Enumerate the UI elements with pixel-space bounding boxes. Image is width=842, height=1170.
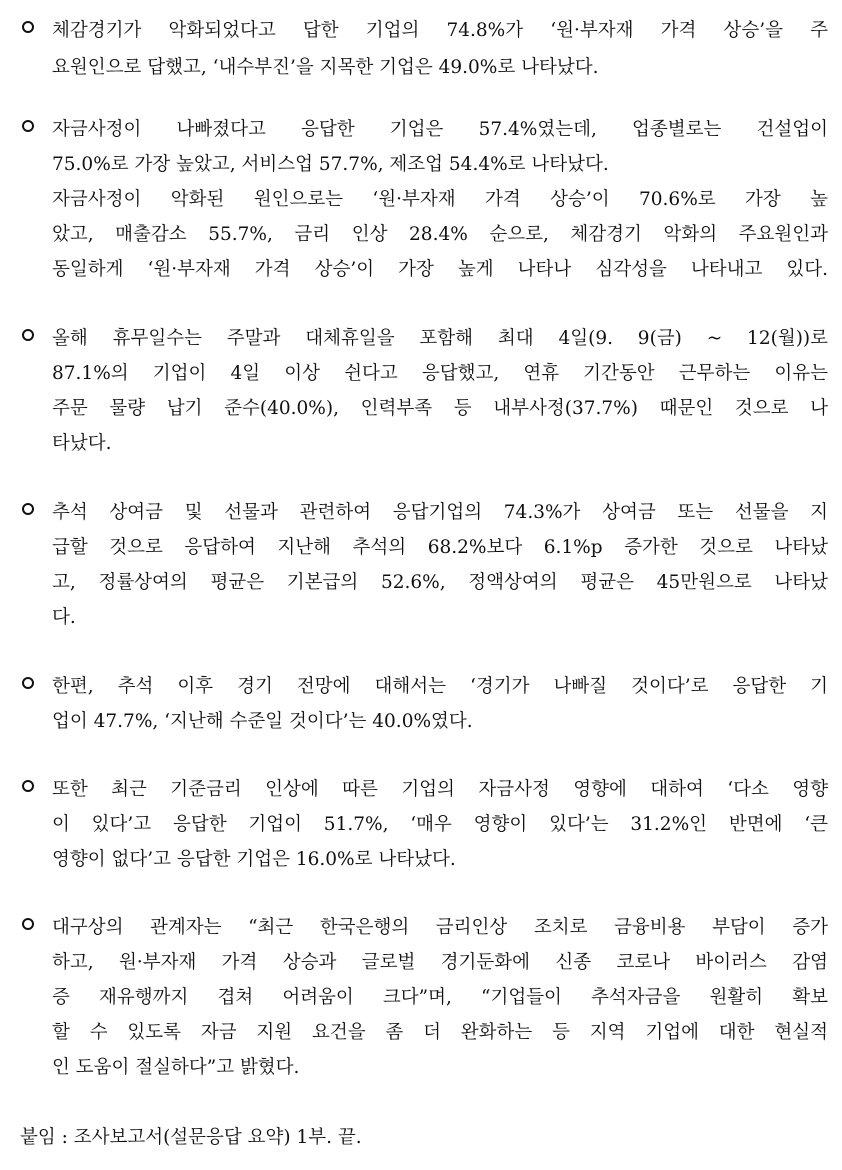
paragraph-line: 인 도움이 절실하다”고 밝혔다.: [52, 1057, 300, 1078]
paragraph-line: 았고, 매출감소 55.7%, 금리 인상 28.4% 순으로, 체감경기 악화의 주요원인과: [52, 224, 828, 245]
circle-bullet-icon: [22, 503, 34, 515]
paragraph-line: 업이 47.7%, ‘지난해 수준일 것이다’는 40.0%였다.: [52, 711, 473, 732]
paragraph-line: 요원인으로 답했고, ‘내수부진’을 지목한 기업은 49.0%로 나타났다.: [52, 57, 599, 78]
circle-bullet-icon: [22, 918, 34, 930]
paragraph-line: 75.0%로 가장 높았고, 서비스업 57.7%, 제조업 54.4%로 나타났다.: [52, 154, 609, 175]
paragraph-line: 타났다.: [52, 433, 112, 454]
circle-bullet-icon: [22, 21, 34, 33]
paragraph-line: 증 재유행까지 겹쳐 어려움이 크다”며, “기업들이 추석자금을 원활히 확보: [52, 987, 828, 1008]
paragraph-line: 한편, 추석 이후 경기 전망에 대해서는 ‘경기가 나빠질 것이다’로 응답한 기: [52, 676, 828, 697]
paragraph-line: 영향이 없다’고 응답한 기업은 16.0%로 나타났다.: [52, 849, 456, 870]
paragraph-line: 또한 최근 기준금리 인상에 따른 기업의 자금사정 영향에 대하여 ‘다소 영향: [52, 779, 828, 800]
paragraph-line: 동일하게 ‘원·부자재 가격 상승’이 가장 높게 나타나 심각성을 나타내고 있다.: [52, 259, 828, 280]
paragraph-line: 자금사정이 악화된 원인으로는 ‘원·부자재 가격 상승’이 70.6%로 가장 높: [52, 189, 828, 210]
paragraph-line: 이 있다’고 응답한 기업이 51.7%, ‘매우 영향이 있다’는 31.2%인 반면에 ‘큰: [52, 814, 828, 835]
paragraph-line: 할 수 있도록 자금 지원 요건을 좀 더 완화하는 등 지역 기업에 대한 현실적: [52, 1022, 828, 1043]
paragraph-line: 87.1%의 기업이 4일 이상 쉰다고 응답했고, 연휴 기간동안 근무하는 이유는: [52, 363, 828, 384]
paragraph-line: 추석 상여금 및 선물과 관련하여 응답기업의 74.3%가 상여금 또는 선물을 지: [52, 502, 828, 523]
circle-bullet-icon: [22, 677, 34, 689]
attachment-note: 붙임 : 조사보고서(설문응답 요약) 1부. 끝.: [20, 1127, 362, 1148]
circle-bullet-icon: [22, 329, 34, 341]
paragraph-line: 고, 정률상여의 평균은 기본급의 52.6%, 정액상여의 평균은 45만원으로 나타났: [52, 572, 828, 593]
paragraph-line: 자금사정이 나빠졌다고 응답한 기업은 57.4%였는데, 업종별로는 건설업이: [52, 119, 828, 140]
paragraph-line: 올해 휴무일수는 주말과 대체휴일을 포함해 최대 4일(9. 9(금) ~ 12(월))로: [52, 328, 828, 349]
paragraph-line: 주문 물량 납기 준수(40.0%), 인력부족 등 내부사정(37.7%) 때문인 것으로 나: [52, 398, 828, 419]
circle-bullet-icon: [22, 780, 34, 792]
paragraph-line: 급할 것으로 응답하여 지난해 추석의 68.2%보다 6.1%p 증가한 것으로 나타났: [52, 537, 828, 558]
paragraph-line: 대구상의 관계자는 “최근 한국은행의 금리인상 조치로 금융비용 부담이 증가: [52, 917, 828, 938]
paragraph-line: 하고, 원·부자재 가격 상승과 글로벌 경기둔화에 신종 코로나 바이러스 감염: [52, 952, 828, 973]
circle-bullet-icon: [22, 120, 34, 132]
paragraph-line: 체감경기가 악화되었다고 답한 기업의 74.8%가 ‘원·부자재 가격 상승’을 주: [52, 20, 828, 41]
paragraph-line: 다.: [52, 607, 76, 628]
